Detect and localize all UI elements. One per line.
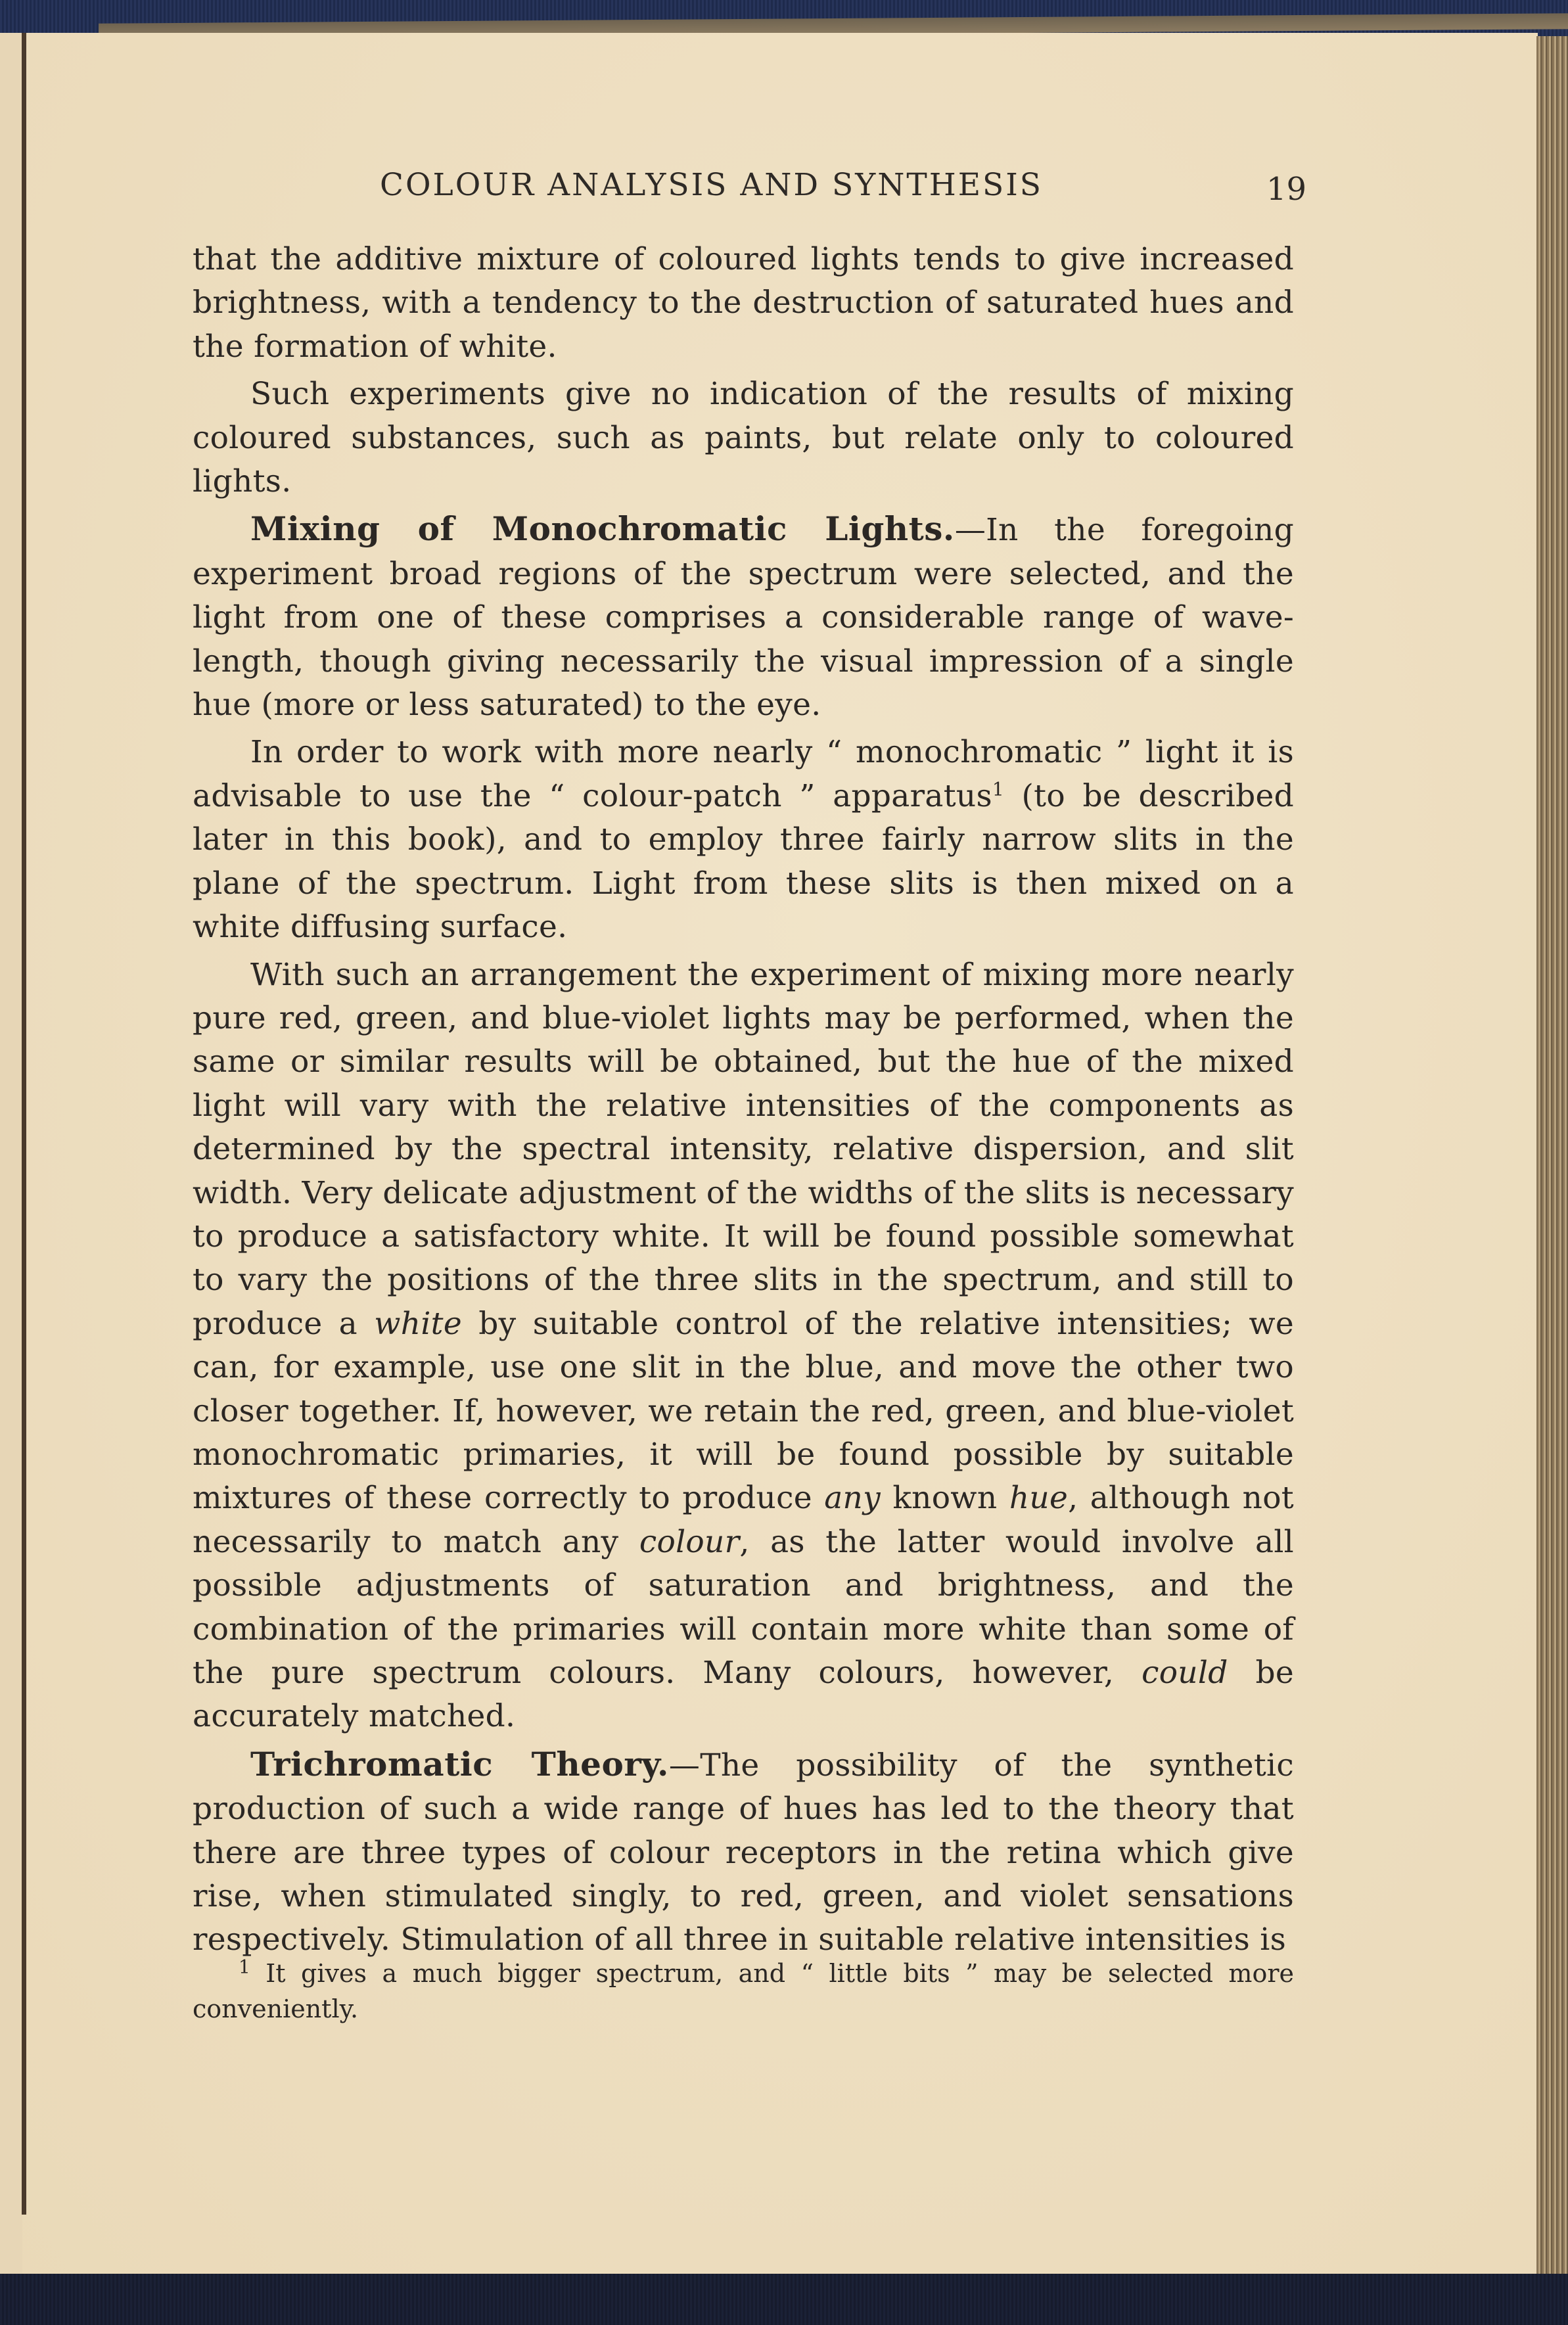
paragraph-section-trichromatic [193, 1743, 1294, 1962]
footnote-text [193, 1956, 1294, 2027]
emphasis: any [824, 1480, 881, 1517]
paragraph-text: that the additive mixture of coloured lights tends to give increased brightness, with a tendency to the destruction of saturated hues and the formation of white. [193, 241, 1294, 365]
paragraph-text: , as the latter would involve all possible adjustments of saturation and brightness, and the combination of the primaries will contain more white than some of the pure spectrum colours. Many colours, however, [193, 1523, 1295, 1691]
paragraph [193, 373, 1294, 503]
paragraph-text: be accurately matched. [193, 1655, 1295, 1735]
footnote-body: It gives a much bigger spectrum, and “ little bits ” may be selected more conveniently. [193, 1959, 1294, 2023]
paragraph-section-mixing [193, 507, 1294, 727]
paragraph [193, 954, 1294, 1739]
paragraph [193, 731, 1294, 949]
paragraph-text: Such experiments give no indication of the results of mixing coloured substances, such as paints, but relate only to coloured lights. [193, 376, 1294, 500]
paragraph-text: With such an arrangement the experiment of mixing more nearly pure red, green, and blue-violet lights may be performed, when the same or similar results will be obtained, but the hue of the mixed light will vary with the relative intensities of the components as determined by the spectral intensity, relative dispersion, and slit width. Very delicate adjustment of the widths of the slits is necessary to produce a satisfactory white. It will be found possible somewhat to vary the positions of the three slits in the spectrum, and still to produce a [193, 956, 1294, 1342]
paragraph-text: —In the foregoing experiment broad regions of the spectrum were selected, and the light from one of these comprises a considerable range of wave-length, though giving necessarily the visual impression of a single hue (more or less saturated) to the eye. [193, 512, 1294, 724]
body-text [193, 238, 1294, 1966]
paragraph-text: In order to work with more nearly “ monochromatic ” light it is advisable to use the “ colour-patch ” apparatus [193, 734, 1294, 814]
paragraph-text: , although not necessarily to match any [193, 1480, 1294, 1560]
running-header [380, 167, 1306, 206]
section-heading: Mixing of Monochromatic Lights. [250, 509, 955, 549]
running-title: COLOUR ANALYSIS AND SYNTHESIS [380, 167, 1043, 203]
emphasis: white [374, 1305, 462, 1342]
book-cloth-bottom [0, 2274, 1568, 2325]
emphasis: could [1141, 1655, 1228, 1691]
footnote [193, 1956, 1294, 2027]
paragraph [193, 238, 1294, 369]
footnote-reference: 1 [992, 778, 1005, 800]
paragraph-text: by suitable control of the relative intensities; we can, for example, use one slit in the blue, and move the other two closer together. If, however, we retain the red, green, and blue-violet monochromatic primaries, it will be found possible by suitable mixtures of these correctly to produce [193, 1305, 1294, 1517]
page-stack-right-edge [1536, 36, 1568, 2284]
paragraph-text: —The possibility of the synthetic production of such a wide range of hues has led to the theory that there are three types of colour receptors in the retina which give rise, when stimulated singly, to red, green, and violet sensations respectively. Stimulation of all three in suitable relative intensities is [193, 1747, 1294, 1958]
footnote-marker: 1 [239, 1956, 250, 1978]
section-heading: Trichromatic Theory. [250, 1744, 669, 1784]
emphasis: colour [639, 1523, 740, 1560]
facing-page-strip [0, 33, 22, 2280]
paragraph-text: known [880, 1480, 1009, 1517]
binding-gutter [22, 33, 26, 2215]
emphasis: hue [1009, 1480, 1069, 1517]
page-number: 19 [1266, 171, 1306, 208]
paragraph-text: (to be described later in this book), and to employ three fairly narrow slits in the plane of the spectrum. Light from these slits is then mixed on a white diffusing surface. [193, 777, 1294, 946]
